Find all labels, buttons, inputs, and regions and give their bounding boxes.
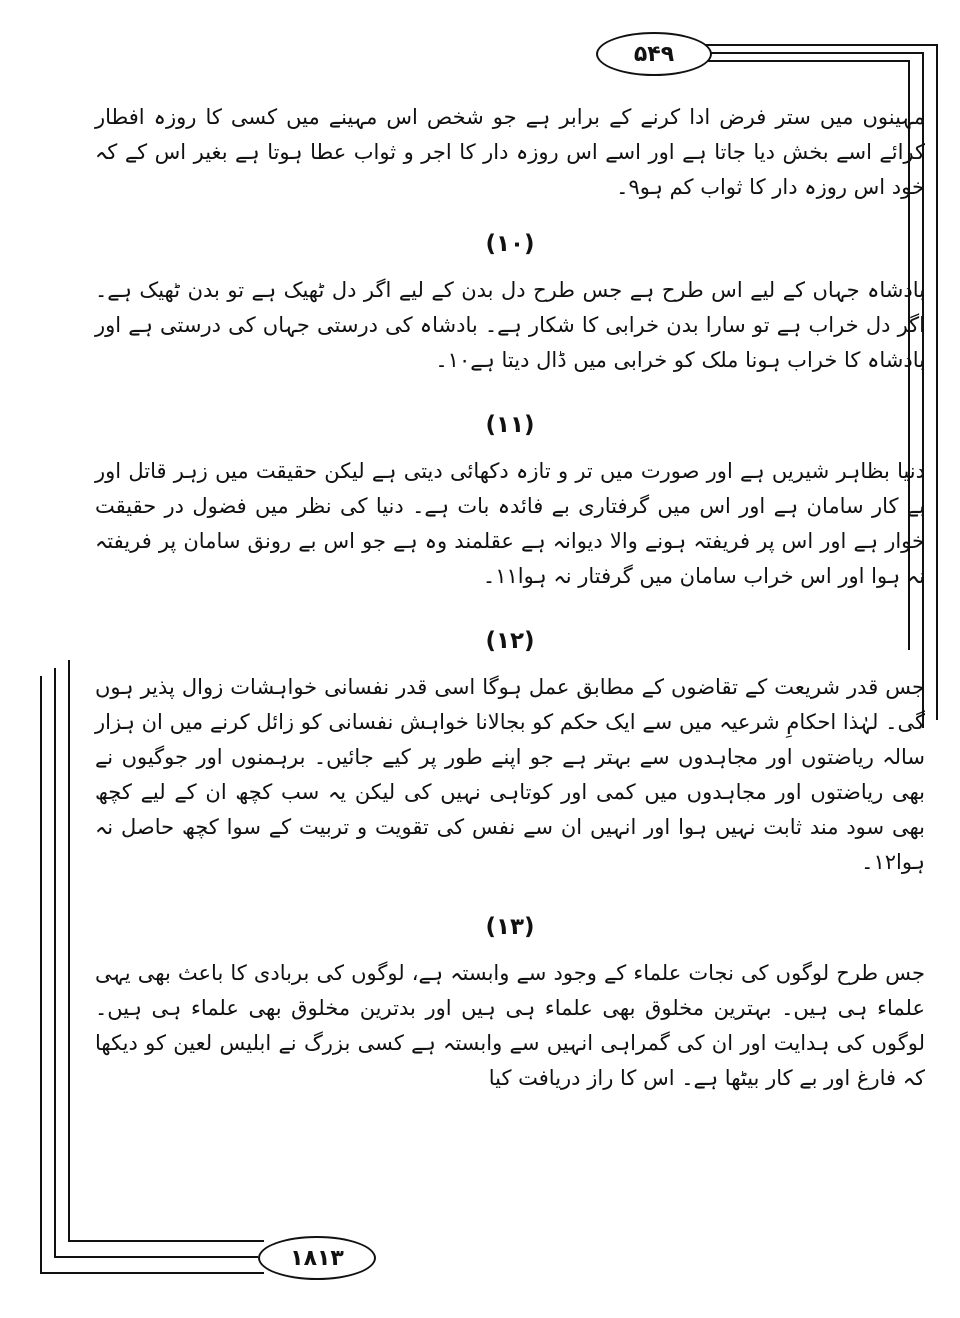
section-text-13: جس طرح لوگوں کی نجات علماء کے وجود سے وابستہ ہے، لوگوں کی بربادی کا باعث بھی یہی علماء ہی ہیں۔ بہترین مخلوق بھی علماء ہی ہیں اور بدترین مخلوق بھی علماء ہی ہیں۔ لوگوں کی ہدایت اور ان کی گمراہی انہیں سے وابستہ ہے کسی بزرگ نے ابلیس لعین کو دیکھا کہ فارغ اور بے کار بیٹھا ہے۔ اس کا راز دریافت کیا [95,961,925,1090]
frame-line [700,60,910,62]
section-text-11: دنیا بظاہر شیریں ہے اور صورت میں تر و تازہ دکھائی دیتی ہے لیکن حقیقت میں زہر قاتل اور بے کار سامان ہے اور اس میں گرفتاری بے فائدہ بات ہے۔ دنیا کی نظر میں فضول در حقیقت خوار ہے اور اس پر فریفتہ ہونے والا دیوانہ ہے عقلمند وہ ہے جو اس بے رونق سامان پر فریفتہ نہ ہوا اور اس خراب سامان میں گرفتار نہ ہوا۱۱۔ [95,459,925,588]
section-heading-13: (۱۳) [485,914,535,940]
frame-line [40,1272,264,1274]
section-heading-11: (۱۱) [485,412,535,438]
frame-line [700,44,938,46]
section-heading-10: (۱۰) [485,231,535,257]
frame-line [706,52,924,54]
frame-line [936,44,938,720]
page-content [95,100,925,1096]
page-number-bottom: ۱۸۱۳ [258,1236,376,1280]
frame-line [68,660,70,1240]
frame-line [54,1256,258,1258]
intro-paragraph: مہینوں میں ستر فرض ادا کرنے کے برابر ہے جو شخص اس مہینے میں کسی کا روزہ افطار کرائے اسے بخش دیا جاتا ہے اور اسے اس روزہ دار کا اجر و ثواب عطا ہوتا ہے بغیر اس کے کہ خود اس روزہ دار کا ثواب کم ہو۹۔ [95,105,925,199]
section-text-10: بادشاہ جہاں کے لیے اس طرح ہے جس طرح دل بدن کے لیے اگر دل ٹھیک ہے تو بدن ٹھیک ہے۔ اگر دل خراب ہے تو سارا بدن خرابی کا شکار ہے۔ بادشاہ کی درستی جہاں کی درستی ہے اور بادشاہ کا خراب ہونا ملک کو خرابی میں ڈال دیتا ہے۱۰۔ [95,278,925,372]
section-heading-12: (۱۲) [485,628,535,654]
section-text-12: جس قدر شریعت کے تقاضوں کے مطابق عمل ہوگا اسی قدر نفسانی خواہشات زوال پذیر ہوں گی۔ لہٰذا احکامِ شرعیہ میں سے ایک حکم کو بجالانا خواہش نفسانی کو زائل کرنے میں ان ہزار سالہ ریاضتوں اور مجاہدوں سے بہتر ہے جو اپنے طور پر کیے جائیں۔ برہمنوں اور جوگیوں نے بھی ریاضتوں اور مجاہدوں میں کمی اور کوتاہی نہیں کی لیکن یہ سب کچھ ان کے لیے کچھ بھی سود مند ثابت نہیں ہوا اور انہیں ان سے نفس کی تقویت و تربیت کے سوا کچھ حاصل نہ ہوا۱۲۔ [95,675,925,874]
frame-line [54,668,56,1256]
frame-line [68,1240,264,1242]
frame-line [40,676,42,1272]
page-number-top: ۵۴۹ [596,32,712,76]
